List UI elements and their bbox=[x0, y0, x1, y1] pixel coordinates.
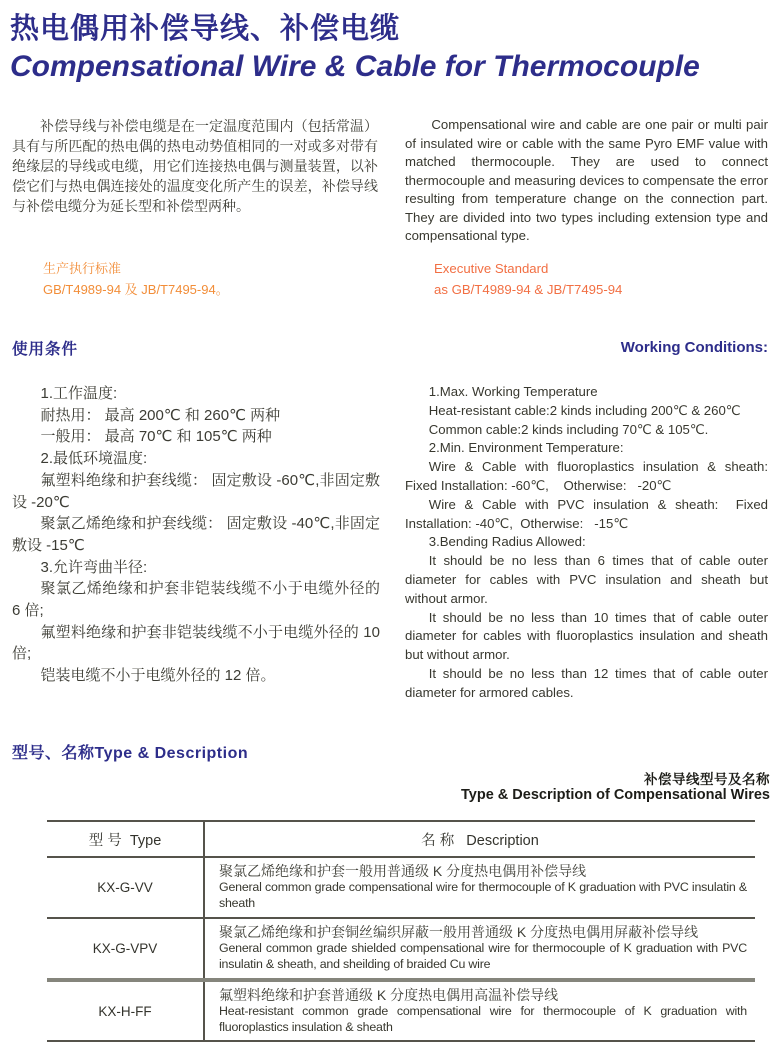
wc-cn-item: 1.工作温度: bbox=[40, 385, 118, 402]
table-cell-description bbox=[205, 982, 755, 1041]
table-header-description: 名 称 Description bbox=[421, 832, 539, 849]
wc-cn-item: 3.允许弯曲半径: bbox=[40, 558, 148, 576]
executive-standard-value-en: as GB/T4989-94 & JB/T7495-94 bbox=[434, 282, 623, 297]
executive-standard-label-cn: 生产执行标准 bbox=[43, 261, 122, 276]
wc-cn-item: 聚氯乙烯绝缘和护套非铠装线缆不小于电缆外径的 6 倍; bbox=[12, 580, 380, 620]
wc-cn-item: 聚氯乙烯绝缘和护套线缆： 固定敷设 -40℃,非固定敷设 -15℃ bbox=[12, 515, 380, 554]
wc-cn-item: 氟塑料绝缘和护套线缆： 固定敷设 -60℃,非固定敷设 -20℃ bbox=[12, 471, 380, 511]
table-header-row bbox=[47, 822, 755, 858]
description-english: General common grade shielded compensational wire for thermocouple of K graduation with PVC insulatin & sheath, and sheilding of braided Cu wire bbox=[219, 940, 747, 971]
wc-cn-item: 一般用： 最高 70℃ 和 105℃ 两种 bbox=[40, 428, 272, 446]
executive-standard-value-cn: GB/T4989-94 及 JB/T7495-94。 bbox=[43, 282, 229, 297]
wc-cn-item: 耐热用： 最高 200℃ 和 260℃ 两种 bbox=[40, 406, 281, 424]
description-chinese: 氟塑料绝缘和护套普通级 K 分度热电偶用高温补偿导线 bbox=[219, 986, 559, 1003]
executive-standard-chinese bbox=[43, 258, 229, 300]
table-subtitle-chinese: 补偿导线型号及名称 bbox=[644, 772, 770, 787]
page-title-english: Compensational Wire & Cable for Thermocouple bbox=[10, 50, 700, 83]
type-description-table bbox=[47, 820, 755, 1042]
table-cell-type: KX-G-VPV bbox=[47, 919, 205, 978]
wc-en-item: Wire & Cable with PVC insulation & sheath: Fixed Installation: -40℃, Otherwise: -15℃ bbox=[405, 496, 768, 531]
description-english: General common grade compensational wire for thermocouple of K graduation with PVC insulatin & sheath bbox=[219, 880, 747, 910]
working-conditions-body-english bbox=[405, 383, 768, 703]
wc-en-item: 3.Bending Radius Allowed: bbox=[428, 534, 586, 550]
description-chinese: 聚氯乙烯绝缘和护套一般用普通级 K 分度热电偶用补偿导线 bbox=[219, 863, 587, 879]
table-cell-description bbox=[205, 919, 755, 978]
description-english: Heat-resistant common grade compensational wire for thermocouple of K graduation with fluoroplastics insulation & sheath bbox=[219, 1003, 747, 1034]
wc-en-item: 2.Min. Environment Temperature: bbox=[428, 440, 624, 456]
table-cell-type: KX-G-VV bbox=[47, 858, 205, 917]
wc-cn-item: 铠装电缆不小于电缆外径的 12 倍。 bbox=[40, 667, 276, 685]
table-row bbox=[47, 858, 755, 919]
page-title-chinese: 热电偶用补偿导线、补偿电缆 bbox=[10, 13, 401, 45]
working-conditions-heading-english: Working Conditions: bbox=[620, 339, 768, 356]
wc-cn-item: 2.最低环境温度: bbox=[40, 450, 148, 468]
wc-en-item: 1.Max. Working Temperature bbox=[428, 384, 598, 399]
intro-paragraph-chinese: 补偿导线与补偿电缆是在一定温度范围内（包括常温）具有与所匹配的热电偶的热电动势值相同的一对或多对带有绝缘层的导线或电缆，用它们连接热电偶与测量装置，以补偿它们与热电偶连接处的温度变化所产生的误差，补偿导线与补偿电缆分为延长型和补偿型两种。 bbox=[12, 118, 378, 214]
executive-standard-label-en: Executive Standard bbox=[434, 261, 549, 276]
table-cell-description bbox=[205, 858, 755, 917]
wc-en-item: Common cable:2 kinds including 70℃ & 105℃. bbox=[428, 421, 709, 437]
working-conditions-body-chinese bbox=[12, 383, 380, 687]
wc-cn-item: 氟塑料绝缘和护套非铠装线缆不小于电缆外径的 10 倍; bbox=[12, 623, 380, 663]
wc-en-item: It should be no less than 12 times that of cable outer diameter for armored cables. bbox=[405, 665, 768, 700]
wc-en-item: It should be no less than 6 times that of cable outer diameter for cables with PVC insulation and sheath but without armor. bbox=[405, 553, 768, 606]
table-header-type: 型 号 Type bbox=[47, 822, 205, 856]
intro-paragraph-english: Compensational wire and cable are one pair or multi pair of insulated wire or cable with the same Pyro EMF value with matched thermocouple. They are used to connect thermocouple and measuring devices to compensate the error resulting from temperature change on the connection part. They are divided into two types including extension type and compensational type. bbox=[405, 117, 768, 243]
table-subtitle-english: Type & Description of Compensational Wires bbox=[461, 787, 770, 803]
type-description-section-heading: 型号、名称Type & Description bbox=[12, 745, 249, 762]
wc-en-item: Heat-resistant cable:2 kinds including 200℃ & 260℃ bbox=[428, 402, 741, 418]
wc-en-item: Wire & Cable with fluoroplastics insulation & sheath: Fixed Installation: -60℃, Otherwise: -20℃ bbox=[405, 459, 768, 493]
wc-en-item: It should be no less than 10 times that of cable outer diameter for cables with fluoroplastics insulation and sheath but without armor. bbox=[405, 609, 768, 663]
table-cell-type: KX-H-FF bbox=[47, 982, 205, 1041]
executive-standard-english bbox=[434, 258, 622, 300]
description-chinese: 聚氯乙烯绝缘和护套铜丝编织屏蔽一般用普通级 K 分度热电偶用屏蔽补偿导线 bbox=[219, 923, 699, 940]
working-conditions-heading-chinese: 使用条件 bbox=[12, 341, 79, 358]
table-row bbox=[47, 982, 755, 1042]
table-row bbox=[47, 919, 755, 982]
